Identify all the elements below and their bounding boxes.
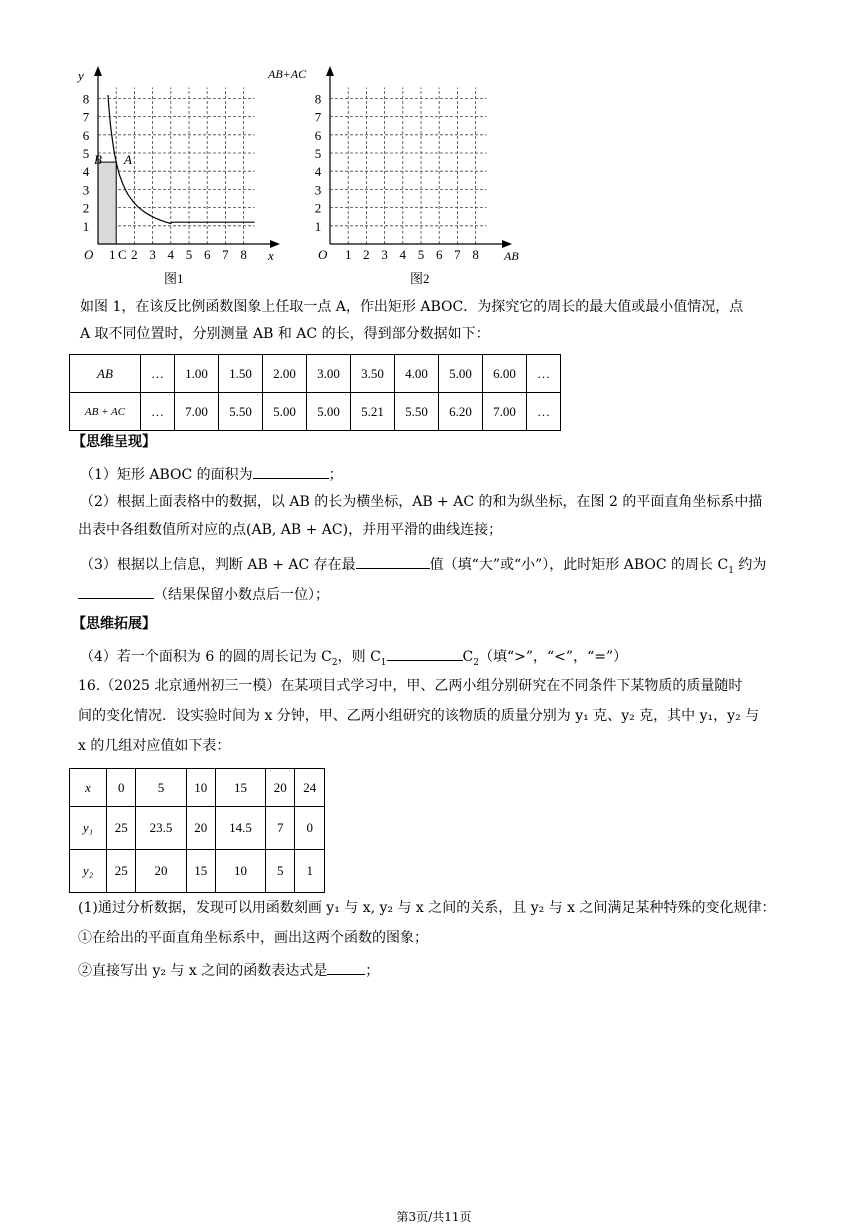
q15-section-heading-extension: 【思维拓展】: [72, 616, 156, 632]
q15-part-3-line-1: [80, 552, 766, 581]
x-tick-label: 4: [167, 247, 175, 262]
table-row: [70, 807, 325, 850]
table-header-y2: y₂: [70, 850, 107, 893]
y-tick-label: 5: [314, 146, 322, 161]
answer-blank[interactable]: [253, 462, 329, 479]
table-cell: 1.50: [219, 355, 263, 393]
table-cell: 5.00: [439, 355, 483, 393]
q15-part-3-line-2: [78, 582, 329, 605]
table-row: [70, 393, 561, 431]
y-tick-label: 8: [314, 91, 322, 107]
answer-blank[interactable]: [327, 958, 365, 975]
q15-intro-line-2: A 取不同位置时，分别测量 AB 和 AC 的长，得到部分数据如下：: [80, 326, 490, 342]
table-cell: 1: [295, 850, 325, 893]
figure-1-origin-label: O: [84, 247, 94, 262]
table-cell: 3.00: [307, 355, 351, 393]
y-tick-label: 7: [314, 109, 322, 125]
figure-2-graph: [262, 60, 542, 290]
table-header-y1: y₁: [70, 807, 107, 850]
table-cell: 15: [186, 850, 215, 893]
table-header-AB-plus-AC: AB + AC: [70, 393, 141, 431]
y-tick-label: 8: [82, 91, 90, 107]
table-cell: 6.00: [483, 355, 527, 393]
y-tick-label: 4: [82, 164, 90, 180]
y-tick-label: 3: [314, 182, 322, 198]
q15-part-4-text-b: ，则 C: [337, 649, 381, 665]
x-tick-label: 8: [472, 247, 479, 262]
table-cell: 5.00: [263, 393, 307, 431]
figure-1-x-axis-label: x: [268, 248, 274, 263]
y-tick-label: 7: [82, 109, 90, 125]
x-tick-label: 5: [185, 247, 193, 262]
table-cell: 5.50: [395, 393, 439, 431]
figure-2-x-tick-labels: [345, 247, 479, 262]
rectangle-ABOC: [98, 162, 116, 244]
table-cell: …: [527, 393, 561, 431]
table-cell: 10: [186, 769, 215, 807]
x-tick-label: 3: [381, 247, 388, 262]
figure-2-y-axis-label: AB+AC: [268, 67, 307, 81]
q15-intro-line-1: 如图 1，在该反比例函数图象上任取一点 A，作出矩形 ABOC．为探究它的周长的最大值或最小值情况，点: [80, 299, 744, 315]
q16-line-1: 16.（2025 北京通州初三一模）在某项目式学习中，甲、乙两小组分别研究在不同条件下某物质的质量随时: [78, 678, 743, 694]
x-tick-label: 7: [454, 247, 461, 262]
subscript: 2: [473, 657, 479, 668]
table-cell: 20: [136, 850, 186, 893]
table-cell: 25: [107, 850, 136, 893]
point-C-label: C: [118, 247, 127, 262]
table-row: [70, 850, 325, 893]
table-cell: 15: [215, 769, 265, 807]
q15-part-1-text: （1）矩形 ABOC 的面积为: [80, 467, 253, 483]
table-cell: 5: [136, 769, 186, 807]
x-tick-label: 3: [149, 247, 156, 262]
table-row: [70, 355, 561, 393]
table-row: [70, 769, 325, 807]
table-cell: 2.00: [263, 355, 307, 393]
q16-part-1: (1)通过分析数据，发现可以用函数刻画 y₁ 与 x, y₂ 与 x 之间的关系，且 y₂ 与 x 之间满足某种特殊的变化规律：: [78, 900, 776, 916]
y-axis-arrow-icon: [326, 66, 334, 76]
answer-blank[interactable]: [78, 582, 154, 599]
q15-part-3-text-a: （3）根据以上信息，判断 AB + AC 存在最: [80, 557, 356, 573]
q15-data-table: [69, 354, 561, 431]
figure-2-caption: 图2: [410, 271, 430, 286]
q15-part-3-text-b: 值（填“大”或“小”），此时矩形 ABOC 的周长 C: [429, 557, 729, 573]
table-cell: 5.21: [351, 393, 395, 431]
subscript: 2: [331, 657, 338, 668]
y-tick-label: 2: [314, 200, 322, 216]
table-cell: 14.5: [215, 807, 265, 850]
answer-blank[interactable]: [356, 552, 430, 569]
x-tick-label: 5: [417, 247, 425, 262]
table-cell: 5.50: [219, 393, 263, 431]
figure-1-caption: 图1: [164, 271, 184, 286]
x-tick-label: 1: [344, 247, 352, 262]
q16-part-1-2-end: ；: [365, 963, 380, 979]
subscript: 1: [728, 565, 734, 576]
table-cell: 23.5: [136, 807, 186, 850]
q15-part-4-text-d: （填“>”，“<”，“=”）: [478, 649, 628, 665]
y-tick-label: 6: [82, 127, 90, 143]
q15-part-2-line-2: 出表中各组数值所对应的点(AB, AB + AC)，并用平滑的曲线连接；: [78, 522, 503, 538]
q16-part-1-2: [78, 958, 379, 981]
q15-part-3-text-c: 约为: [738, 557, 767, 573]
figure-2-y-tick-labels: [315, 91, 322, 233]
table-cell: …: [527, 355, 561, 393]
table-cell: 0: [295, 807, 325, 850]
figure-2-gridlines: [330, 87, 487, 244]
table-cell: 7: [266, 807, 295, 850]
table-cell: …: [141, 393, 175, 431]
table-header-x: x: [70, 769, 107, 807]
x-tick-label: 6: [203, 247, 211, 262]
x-tick-label: 8: [240, 247, 247, 262]
x-tick-label: 6: [435, 247, 443, 262]
table-cell: 4.00: [395, 355, 439, 393]
table-cell: 1.00: [175, 355, 219, 393]
y-tick-label: 1: [82, 218, 90, 234]
table-cell: 7.00: [483, 393, 527, 431]
y-tick-label: 3: [82, 182, 90, 198]
q16-part-1-1: ①在给出的平面直角坐标系中，画出这两个函数的图象；: [78, 930, 428, 946]
x-tick-label: 2: [363, 247, 370, 262]
q16-line-2: 间的变化情况．设实验时间为 x 分钟，甲、乙两小组研究的该物质的质量分别为 y₁ 克、y₂ 克，其中 y₁，y₂ 与: [78, 708, 760, 724]
figure-1-x-tick-labels: [109, 247, 247, 262]
page-footer: 第3页/共11页: [396, 1210, 472, 1224]
y-axis-arrow-icon: [94, 66, 102, 76]
q15-part-2-line-1: （2）根据上面表格中的数据，以 AB 的长为横坐标，AB + AC 的和为纵坐标，在图 2 的平面直角坐标系中描: [80, 494, 763, 510]
table-cell: 20: [266, 769, 295, 807]
figure-1-y-axis-label: y: [78, 68, 84, 83]
x-tick-label: 7: [222, 247, 229, 262]
subscript: 1: [380, 657, 387, 668]
y-tick-label: 5: [82, 146, 90, 161]
table-cell: 24: [295, 769, 325, 807]
x-tick-label: 1: [108, 247, 116, 262]
table-cell: 7.00: [175, 393, 219, 431]
q15-part-4-text-a: （4）若一个面积为 6 的圆的周长记为 C: [80, 649, 332, 665]
table-cell: 5: [266, 850, 295, 893]
table-cell: 5.00: [307, 393, 351, 431]
y-tick-label: 2: [82, 200, 90, 216]
table-header-AB: AB: [70, 355, 141, 393]
y-tick-label: 1: [314, 218, 322, 234]
q15-part-1-end: ；: [328, 467, 343, 483]
table-cell: 0: [107, 769, 136, 807]
table-cell: 3.50: [351, 355, 395, 393]
figure-1-y-tick-labels: [83, 91, 90, 233]
q15-part-4-text-c: C: [462, 649, 474, 665]
q16-part-1-2-text: ②直接写出 y₂ 与 x 之间的函数表达式是: [78, 963, 328, 979]
q15-section-heading-thinking: 【思维呈现】: [72, 434, 156, 450]
point-B-label: B: [94, 152, 102, 167]
x-axis-arrow-icon: [502, 240, 512, 248]
x-tick-label: 4: [399, 247, 407, 262]
q15-part-3-text-d: （结果保留小数点后一位）；: [154, 587, 329, 603]
x-tick-label: 2: [131, 247, 138, 262]
figure-1-graph: [70, 60, 290, 290]
q15-part-1: [80, 462, 343, 485]
table-cell: 20: [186, 807, 215, 850]
table-cell: 10: [215, 850, 265, 893]
figure-2-x-axis-label: AB: [504, 249, 519, 263]
answer-blank[interactable]: [387, 644, 463, 661]
q16-data-table: [69, 768, 325, 893]
point-A-label: A: [124, 152, 132, 167]
q15-part-4: [80, 644, 627, 673]
figure-2-origin-label: O: [318, 247, 328, 262]
table-cell: 6.20: [439, 393, 483, 431]
figure-1-gridlines: [98, 87, 255, 244]
y-tick-label: 6: [314, 127, 322, 143]
q16-line-3: x 的几组对应值如下表：: [78, 738, 231, 754]
table-cell: …: [141, 355, 175, 393]
table-cell: 25: [107, 807, 136, 850]
y-tick-label: 4: [314, 164, 322, 180]
